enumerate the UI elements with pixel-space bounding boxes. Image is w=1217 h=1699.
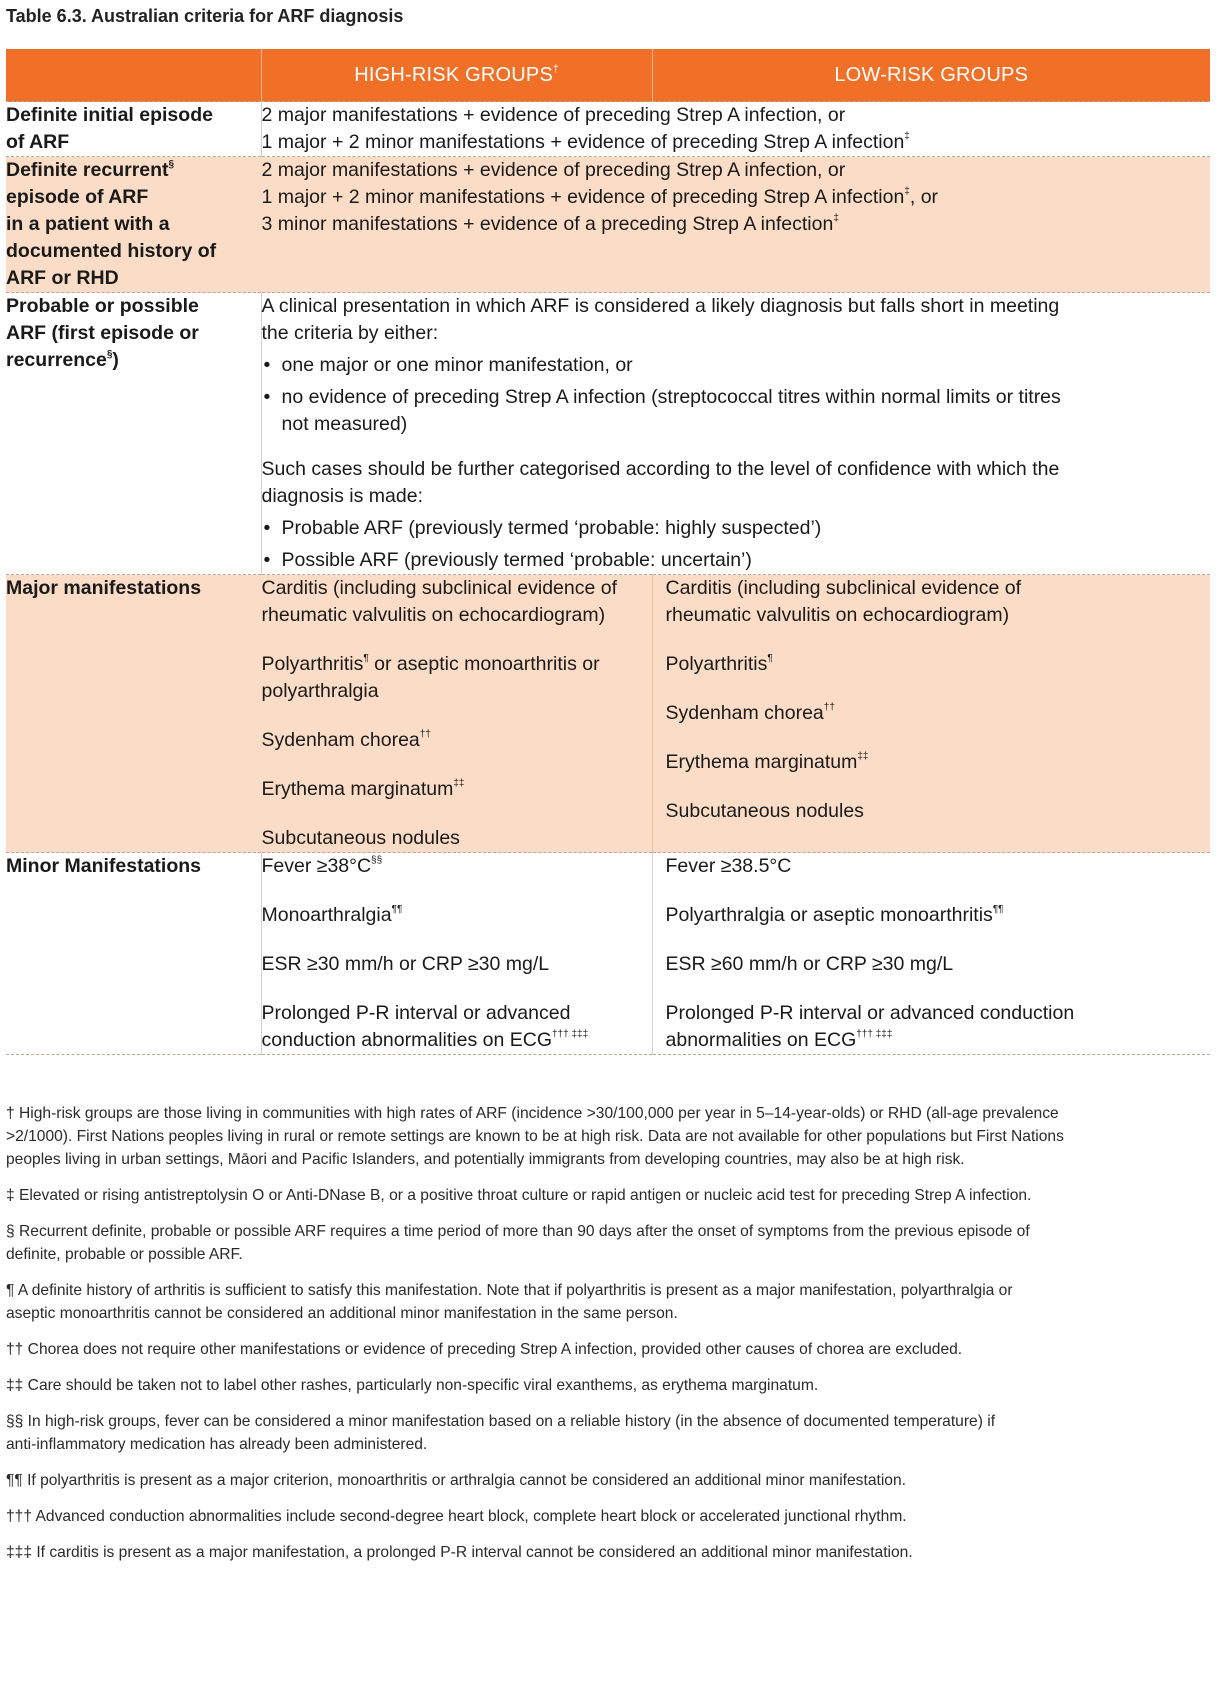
- header-high-risk-label: HIGH-RISK GROUPS: [354, 63, 553, 86]
- footnote-mark: ¶¶: [992, 904, 1004, 915]
- footnote-mark: ††: [823, 702, 835, 713]
- footnote-mark: ‡: [904, 131, 910, 142]
- footnote-mark: ¶: [363, 653, 369, 664]
- major-low-risk-cell: Carditis (including subclinical evidence of rheumatic valvulitis on echocardiogram) Polyarthritis¶ Sydenham chorea†† Erythema marginatum‡‡ Subcutaneous nodules: [652, 575, 1210, 853]
- footnotes: [6, 1102, 1211, 1577]
- row-label: Definite initial episode of ARF: [6, 102, 261, 157]
- list-item: • no evidence of preceding Strep A infection (streptococcal titres within normal limits or titres not measured): [262, 384, 1211, 438]
- row-content: 2 major manifestations + evidence of preceding Strep A infection, or 1 major + 2 minor manifestations + evidence of preceding Strep A infection‡, or 3 minor manifestations + evidence of a preceding Strep A infection‡: [261, 157, 1210, 293]
- row-content: 2 major manifestations + evidence of preceding Strep A infection, or 1 major + 2 minor manifestations + evidence of preceding Strep A infection‡: [261, 102, 1210, 157]
- row-content: A clinical presentation in which ARF is considered a likely diagnosis but falls short in meeting the criteria by either: • one major or one minor manifestation, or • no evidence of preceding Strep A infection (streptococcal titres within normal limits or titres not measured) Such cases should be further categorised according to the level of confidence with which the diagnosis is made: • Probable ARF (previously termed ‘probable: highly suspected’) • Possible ARF (previously termed ‘probable: uncertain’): [261, 293, 1210, 575]
- footnote-mark: ‡: [833, 213, 839, 224]
- table-row-recurrent-episode: [6, 157, 1210, 293]
- row-label: Definite recurrent§ episode of ARF in a patient with a documented history of ARF or RHD: [6, 157, 261, 293]
- minor-high-risk-cell: Fever ≥38°C§§ Monoarthralgia¶¶ ESR ≥30 mm/h or CRP ≥30 mg/L Prolonged P-R interval or advanced conduction abnormalities on ECG††† ‡‡‡: [261, 853, 652, 1055]
- footnote-mark: ††† ‡‡‡: [856, 1029, 893, 1040]
- footnote-polyarthritis: ¶¶ If polyarthritis is present as a major criterion, monoarthritis or arthralgia cannot be considered an additional minor manifestation.: [6, 1472, 906, 1489]
- header-high-risk: [261, 49, 652, 102]
- list-item: • Probable ARF (previously termed ‘probable: highly suspected’): [262, 515, 1211, 542]
- footnote-chorea: †† Chorea does not require other manifestations or evidence of preceding Strep A infection, provided other causes of chorea are excluded.: [6, 1341, 963, 1358]
- table-title: Table 6.3. Australian criteria for ARF diagnosis: [6, 6, 404, 26]
- table-row-probable-possible: [6, 293, 1210, 575]
- list-item: • Possible ARF (previously termed ‘probable: uncertain’): [262, 547, 1211, 574]
- footnote-mark: ††† ‡‡‡: [552, 1029, 589, 1040]
- table-header-row: [6, 49, 1210, 102]
- list-item: • one major or one minor manifestation, or: [262, 352, 1211, 379]
- footnote-mark: ¶¶: [391, 904, 403, 915]
- header-low-risk: LOW-RISK GROUPS: [652, 49, 1210, 102]
- criteria-table: [6, 49, 1210, 1055]
- major-high-risk-cell: Carditis (including subclinical evidence of rheumatic valvulitis on echocardiogram) Polyarthritis¶ or aseptic monoarthritis or polyarthralgia Sydenham chorea†† Erythema marginatum‡‡ Subcutaneous nodules: [261, 575, 652, 853]
- footnote-strep-evidence: ‡ Elevated or rising antistreptolysin O or Anti-DNase B, or a positive throat culture or rapid antigen or nucleic acid test for preceding Strep A infection.: [6, 1187, 1032, 1204]
- footnote-mark: ¶: [767, 653, 773, 664]
- row-label: Minor Manifestations: [6, 853, 261, 1055]
- footnote-mark: †: [553, 63, 559, 75]
- minor-low-risk-cell: Fever ≥38.5°C Polyarthralgia or aseptic monoarthritis¶¶ ESR ≥60 mm/h or CRP ≥30 mg/L Prolonged P-R interval or advanced conduction abnormalities on ECG††† ‡‡‡: [652, 853, 1210, 1055]
- footnote-arthritis: ¶ A definite history of arthritis is sufficient to satisfy this manifestation. Note that if polyarthritis is present as a major manifestation, polyarthralgia or aseptic monoarthritis cannot be considered an additional minor manifestation in the same person.: [6, 1282, 1013, 1322]
- footnote-erythema: ‡‡ Care should be taken not to label other rashes, particularly non-specific viral exanthems, as erythema marginatum.: [6, 1377, 819, 1394]
- row-label: Probable or possible ARF (first episode or recurrence§): [6, 293, 261, 575]
- footnote-recurrent: § Recurrent definite, probable or possible ARF requires a time period of more than 90 days after the onset of symptoms from the previous episode of definite, probable or possible ARF.: [6, 1223, 1030, 1263]
- footnote-mark: §: [106, 349, 113, 360]
- footnote-high-risk: † High-risk groups are those living in communities with high rates of ARF (incidence >30/100,000 per year in 5–14-year-olds) or RHD (all-age prevalence >2/1000). First Nations peoples living in rural or remote settings are known to be at high risk. Data are not available for other populations but First Nations peoples living in urban settings, Māori and Pacific Islanders, and potentially immigrants from developing countries, may also be at high risk.: [6, 1105, 1064, 1168]
- footnote-carditis: ‡‡‡ If carditis is present as a major manifestation, a prolonged P-R interval cannot be considered an additional minor manifestation.: [6, 1544, 913, 1561]
- footnote-mark: §: [168, 159, 175, 170]
- footnote-mark: ‡: [904, 186, 910, 197]
- table-row-major-manifestations: [6, 575, 1210, 853]
- footnote-mark: ††: [419, 729, 431, 740]
- table-row-initial-episode: [6, 102, 1210, 157]
- footnote-mark: §§: [371, 855, 383, 866]
- footnote-fever: §§ In high-risk groups, fever can be considered a minor manifestation based on a reliable history (in the absence of documented temperature) if anti-inflammatory medication has already been administered.: [6, 1413, 996, 1453]
- header-empty-cell: [6, 49, 261, 102]
- table-row-minor-manifestations: [6, 853, 1210, 1055]
- footnote-mark: ‡‡: [453, 778, 465, 789]
- footnote-conduction: ††† Advanced conduction abnormalities include second-degree heart block, complete heart block or accelerated junctional rhythm.: [6, 1508, 907, 1525]
- row-label: Major manifestations: [6, 575, 261, 853]
- footnote-mark: ‡‡: [857, 751, 869, 762]
